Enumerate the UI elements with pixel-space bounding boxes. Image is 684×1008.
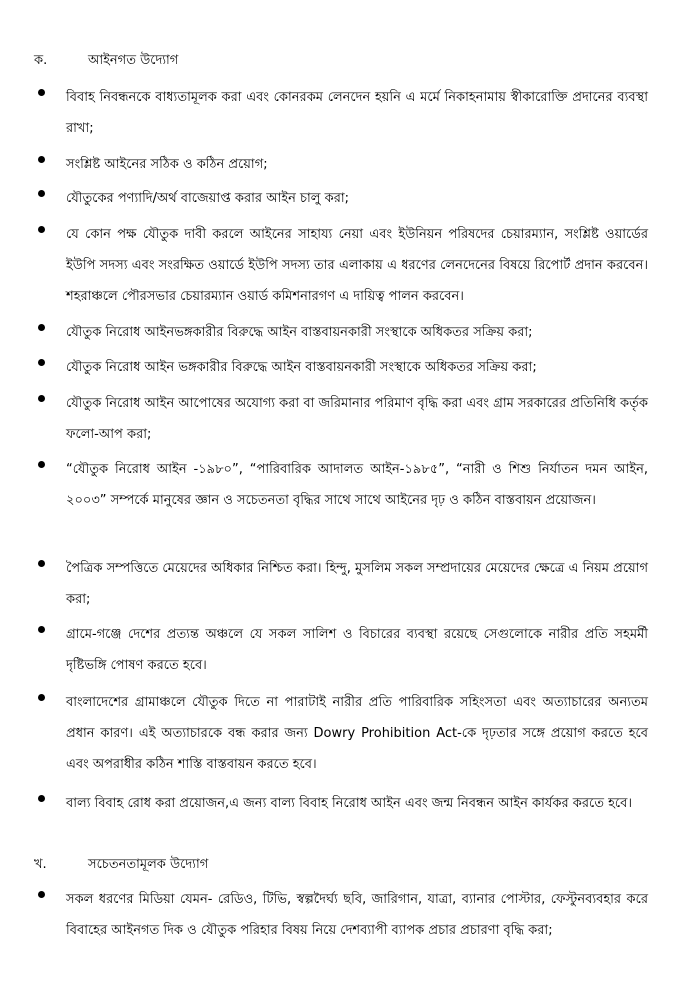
bullet-icon xyxy=(38,156,45,163)
bullet-icon xyxy=(38,359,45,366)
bullet-icon xyxy=(38,89,45,96)
list-item-text: সংশ্লিষ্ট আইনের সঠিক ও কঠিন প্রয়োগ; xyxy=(66,157,268,172)
list-item-text: যৌতুক নিরোধ আইন ভঙ্গকারীর বিরুদ্ধে আইন বাস্তবায়নকারী সংস্থাকে অধিকতর সক্রিয় করা; xyxy=(66,360,537,375)
list-item xyxy=(36,183,648,214)
list-item-text: “যৌতুক নিরোধ আইন -১৯৮০”, “পারিবারিক আদালত আইন-১৯৮৫”, “নারী ও শিশু নির্যাতন দমন আইন, ২০০৩” সম্পর্কে মানুষের জ্ঞান ও সচেতনতা বৃদ্ধির সাথে সাথে আইনের দৃঢ় ও কঠিন বাস্তবায়ন প্রয়োজন। xyxy=(66,462,648,508)
section-marker: খ. xyxy=(34,857,47,872)
bullet-icon xyxy=(38,461,45,468)
list-item-text: বাল্য বিবাহ রোধ করা প্রয়োজন,এ জন্য বাল্য বিবাহ নিরোধ আইন এবং জন্ম নিবন্ধন আইন কার্যকর করতে হবে। xyxy=(66,796,633,811)
list-item xyxy=(36,687,648,780)
bullet-icon xyxy=(38,226,45,233)
list-item-text: যৌতুক নিরোধ আইনভঙ্গকারীর বিরুদ্ধে আইন বাস্তবায়নকারী সংস্থাকে অধিকতর সক্রিয় করা; xyxy=(66,325,533,340)
list-item xyxy=(36,149,648,180)
bullet-icon xyxy=(38,795,45,802)
list-item-text: বাংলাদেশের গ্রামাঞ্চলে যৌতুক দিতে না পারাটাই নারীর প্রতি পারিবারিক সহিংসতা এবং অত্যাচারের অন্যতম প্রধান কারণ। এই অত্যাচারকে বন্ধ করার জন্য Dowry Prohibition Act-কে দৃঢ়তার সঙ্গে প্রয়োগ করতে হবে এবং অপরাধীর কঠিন শাস্তি বাস্তবায়ন করতে হবে। xyxy=(66,695,648,772)
list-item xyxy=(36,82,648,144)
list-item-text: গ্রামে-গঞ্জে দেশের প্রত্যন্ত অঞ্চলে যে সকল সালিশ ও বিচারের ব্যবস্থা রয়েছে সেগুলোকে নারীর প্রতি সহমর্মী দৃষ্টিভঙ্গি পোষণ করতে হবে। xyxy=(66,627,648,673)
list-item xyxy=(36,352,648,383)
section-title: আইনগত উদ্যোগ xyxy=(88,53,179,68)
list-item xyxy=(36,619,648,681)
section-title: সচেতনতামূলক উদ্যোগ xyxy=(88,857,209,872)
list-item-text: সকল ধরণের মিডিয়া যেমন- রেডিও, টিভি, স্বল্পদৈর্ঘ্য ছবি, জারিগান, যাত্রা, ব্যানার পোস্টার, ফেস্টুনব্যবহার করে বিবাহের আইনগত দিক ও যৌতুক পরিহার বিষয় নিয়ে দেশব্যাপী ব্যাপক প্রচার প্রচারণা বৃদ্ধি করা; xyxy=(66,892,648,938)
bullet-icon xyxy=(38,694,45,701)
bullet-icon xyxy=(38,626,45,633)
list-item xyxy=(36,317,648,348)
bullet-icon xyxy=(38,190,45,197)
list-item-text: পৈত্রিক সম্পত্তিতে মেয়েদের অধিকার নিশ্চিত করা। হিন্দু, মুসলিম সকল সম্প্রদায়ের মেয়েদের ক্ষেত্রে এ নিয়ম প্রয়োগ করা; xyxy=(66,561,648,607)
list-item xyxy=(36,884,648,946)
list-item xyxy=(36,454,648,516)
list-item xyxy=(36,788,648,819)
section-heading-legal xyxy=(34,51,178,71)
section-marker: ক. xyxy=(34,53,48,68)
list-item-text: বিবাহ নিবন্ধনকে বাধ্যতামূলক করা এবং কোনরকম লেনদেন হয়নি এ মর্মে নিকাহনামায় স্বীকারোক্তি প্রদানের ব্যবস্থা রাখা; xyxy=(66,90,648,136)
bullet-icon xyxy=(38,560,45,567)
list-item xyxy=(36,553,648,615)
list-item-text: যে কোন পক্ষ যৌতুক দাবী করলে আইনের সাহায্য নেয়া এবং ইউনিয়ন পরিষদের চেয়ারম্যান, সংশ্লিষ্ট ওয়ার্ডের ইউপি সদস্য এবং সংরক্ষিত ওয়ার্ডে ইউপি সদস্য তার এলাকায় এ ধরণের লেনদেনের বিষয়ে রিপোর্ট প্রদান করবেন। শহরাঞ্চলে পৌরসভার চেয়ারম্যান ওয়ার্ড কমিশনারগণ এ দায়িত্ব পালন করবেন। xyxy=(66,227,648,304)
list-item xyxy=(36,219,648,312)
bullet-icon xyxy=(38,891,45,898)
bullet-icon xyxy=(38,324,45,331)
list-item-text: যৌতুক নিরোধ আইন আপোষের অযোগ্য করা বা জরিমানার পরিমাণ বৃদ্ধি করা এবং গ্রাম সরকারের প্রতিনিধি কর্তৃক ফলো-আপ করা; xyxy=(66,396,648,442)
section-heading-awareness xyxy=(34,855,208,875)
list-item xyxy=(36,388,648,450)
bullet-icon xyxy=(38,395,45,402)
list-item-text: যৌতুকের পণ্যাদি/অর্থ বাজেয়াপ্ত করার আইন চালু করা; xyxy=(66,191,350,206)
